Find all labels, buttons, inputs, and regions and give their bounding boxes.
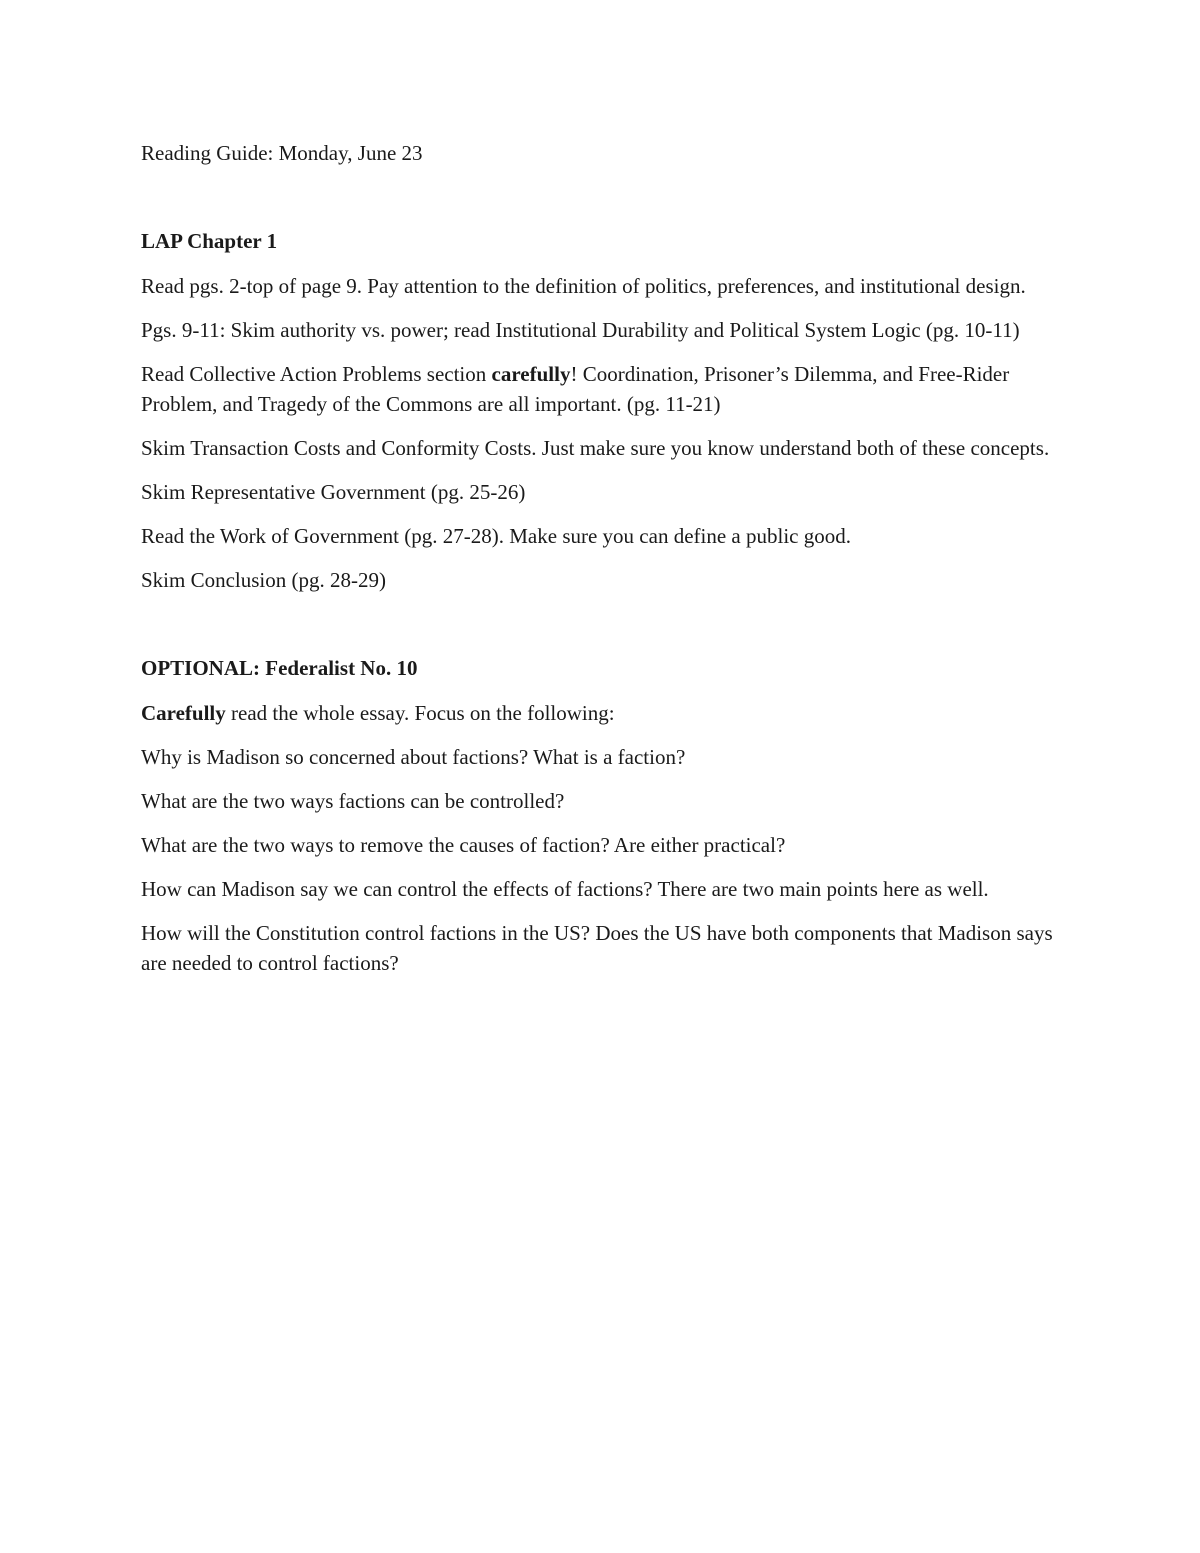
paragraph: How will the Constitution control factions in the US? Does the US have both components that Madison says are needed to control factions? (141, 921, 1053, 975)
paragraph: Pgs. 9-11: Skim authority vs. power; read Institutional Durability and Political System Logic (pg. 10-11) (141, 318, 1020, 342)
paragraph-text: ! Coordination, Prisoner’s Dilemma, and Free-Rider Problem, and Tragedy of the Commons are all important. (pg. 11-21) (141, 362, 1010, 416)
paragraph: What are the two ways to remove the causes of faction? Are either practical? (141, 833, 786, 857)
spacer (141, 256, 1071, 271)
paragraph: What are the two ways factions can be controlled? (141, 789, 565, 813)
emphasis-text: carefully (491, 362, 571, 386)
document-title: Reading Guide: Monday, June 23 (141, 141, 423, 165)
paragraph (141, 359, 1071, 419)
paragraph-text: read the whole essay. Focus on the following: (225, 701, 615, 725)
spacer (141, 168, 1071, 226)
section-heading-lap-chapter-1: LAP Chapter 1 (141, 229, 278, 253)
paragraph: Skim Transaction Costs and Conformity Costs. Just make sure you know understand both of these concepts. (141, 436, 1050, 460)
paragraph: Read the Work of Government (pg. 27-28). Make sure you can define a public good. (141, 524, 851, 548)
paragraph-text: Read Collective Action Problems section (141, 362, 492, 386)
spacer (141, 609, 1071, 653)
spacer (141, 683, 1071, 698)
section-heading-federalist-10: OPTIONAL: Federalist No. 10 (141, 656, 418, 680)
paragraph: Skim Representative Government (pg. 25-26) (141, 480, 526, 504)
paragraph: Why is Madison so concerned about factions? What is a faction? (141, 745, 686, 769)
paragraph: How can Madison say we can control the effects of factions? There are two main points here as well. (141, 877, 989, 901)
document-page (141, 138, 1071, 992)
paragraph (141, 698, 1071, 728)
emphasis-text: Carefully (141, 701, 226, 725)
paragraph: Skim Conclusion (pg. 28-29) (141, 568, 386, 592)
paragraph: Read pgs. 2-top of page 9. Pay attention to the definition of politics, preferences, and institutional design. (141, 274, 1026, 298)
